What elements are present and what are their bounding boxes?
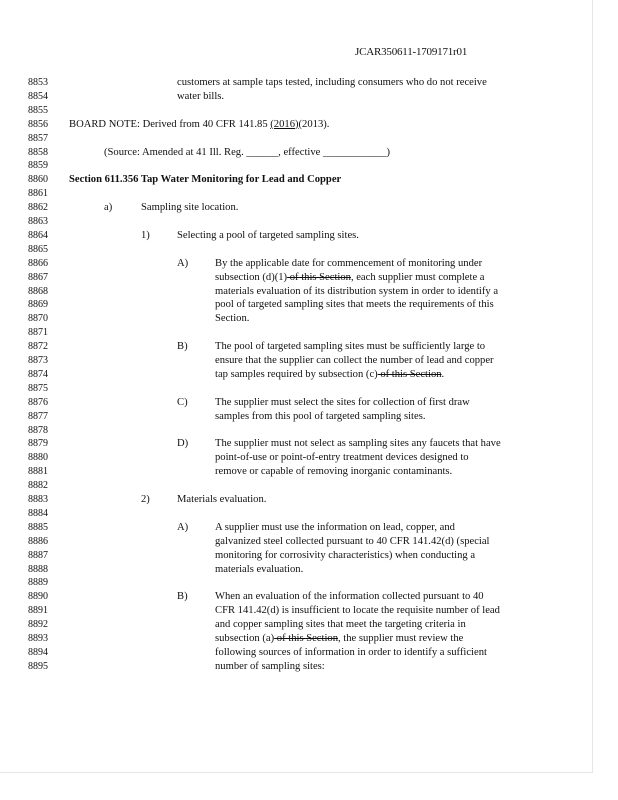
text-segment: BOARD NOTE: Derived from 40 CFR 141.85 bbox=[69, 118, 271, 130]
line-text bbox=[215, 271, 485, 285]
document-line bbox=[0, 354, 592, 368]
line-number: 8879 bbox=[28, 438, 48, 450]
document-line bbox=[0, 298, 592, 312]
line-number: 8894 bbox=[28, 646, 48, 658]
outline-label: a) bbox=[104, 202, 113, 214]
line-text bbox=[215, 285, 498, 299]
line-text bbox=[215, 632, 463, 646]
line-number: 8867 bbox=[28, 271, 48, 283]
document-line bbox=[0, 521, 592, 535]
document-line bbox=[0, 410, 592, 424]
document-line bbox=[0, 590, 592, 604]
document-line bbox=[0, 132, 592, 146]
deleted-text: of this Section bbox=[287, 271, 351, 283]
line-number: 8856 bbox=[28, 118, 48, 130]
document-line bbox=[0, 549, 592, 563]
text-segment: The pool of targeted sampling sites must be sufficiently large to bbox=[215, 341, 486, 353]
line-text bbox=[104, 146, 390, 160]
line-number: 8861 bbox=[28, 188, 48, 200]
outline-label: 1) bbox=[141, 229, 150, 241]
document-line bbox=[0, 493, 592, 507]
line-number: 8881 bbox=[28, 466, 48, 478]
document-line bbox=[0, 451, 592, 465]
line-number: 8873 bbox=[28, 355, 48, 366]
line-number: 8853 bbox=[28, 77, 48, 88]
line-text bbox=[177, 90, 224, 104]
text-segment: ensure that the supplier can collect the number of lead and copper bbox=[215, 355, 494, 366]
text-segment: The supplier must select the sites for collection of first draw bbox=[215, 396, 470, 408]
text-segment: tap samples required by subsection (c) bbox=[215, 368, 378, 380]
line-number: 8871 bbox=[28, 327, 48, 339]
document-line bbox=[0, 340, 592, 354]
line-number: 8880 bbox=[28, 452, 48, 464]
text-segment: A supplier must use the information on lead, copper, and bbox=[215, 521, 455, 533]
document-line bbox=[0, 201, 592, 215]
text-segment: subsection (d)(1) bbox=[215, 271, 288, 283]
line-number: 8865 bbox=[28, 243, 48, 255]
line-number: 8877 bbox=[28, 410, 48, 422]
document-line bbox=[0, 326, 592, 340]
line-number: 8891 bbox=[28, 605, 48, 617]
document-line bbox=[0, 187, 592, 201]
line-number: 8872 bbox=[28, 341, 48, 353]
text-segment: By the applicable date for commencement of monitoring under bbox=[215, 257, 483, 269]
text-segment: following sources of information in order to identify a sufficient bbox=[215, 646, 487, 658]
line-number: 8878 bbox=[28, 424, 48, 436]
outline-label: A) bbox=[177, 257, 189, 269]
outline-label: A) bbox=[177, 521, 189, 533]
document-line bbox=[0, 535, 592, 549]
outline-label: C) bbox=[177, 396, 188, 408]
line-text bbox=[215, 521, 455, 535]
text-segment: subsection (a) bbox=[215, 633, 275, 644]
line-number: 8884 bbox=[28, 507, 48, 519]
outline-label: 2) bbox=[141, 494, 150, 505]
text-segment: The supplier must not select as sampling sites any faucets that have bbox=[215, 438, 501, 450]
line-number: 8862 bbox=[28, 202, 48, 214]
line-text bbox=[215, 312, 249, 326]
line-text bbox=[215, 618, 466, 632]
document-line bbox=[0, 90, 592, 104]
document-line bbox=[0, 465, 592, 479]
line-text bbox=[215, 604, 500, 618]
document-line bbox=[0, 437, 592, 451]
line-number: 8893 bbox=[28, 633, 48, 644]
line-number: 8868 bbox=[28, 285, 48, 297]
document-line bbox=[0, 146, 592, 160]
line-text bbox=[215, 549, 475, 563]
line-number: 8869 bbox=[28, 299, 48, 311]
document-line bbox=[0, 576, 592, 590]
text-segment: point-of-use or point-of-entry treatment devices designed to bbox=[215, 452, 469, 464]
line-number: 8892 bbox=[28, 619, 48, 631]
text-segment: monitoring for corrosivity characteristics) when conducting a bbox=[215, 549, 476, 561]
line-number: 8855 bbox=[28, 104, 48, 116]
document-line bbox=[0, 118, 592, 132]
text-segment: Section. bbox=[215, 313, 250, 325]
text-segment: galvanized steel collected pursuant to 40 CFR 141.42(d) (special bbox=[215, 535, 490, 547]
document-line bbox=[0, 215, 592, 229]
line-text bbox=[141, 201, 238, 215]
document-id-header: JCAR350611-1709171r01 bbox=[355, 46, 468, 58]
outline-label: B) bbox=[177, 591, 188, 603]
document-line bbox=[0, 257, 592, 271]
line-text bbox=[215, 437, 501, 451]
line-number: 8854 bbox=[28, 90, 48, 102]
text-segment: customers at sample taps tested, including consumers who do not receive bbox=[177, 77, 487, 88]
line-text bbox=[215, 563, 303, 577]
text-segment: Selecting a pool of targeted sampling sites. bbox=[177, 229, 359, 241]
deleted-text: of this Section bbox=[377, 368, 442, 380]
text-segment: materials evaluation of its distribution system in order to identify a bbox=[215, 285, 499, 297]
text-segment: Sampling site location. bbox=[141, 202, 239, 214]
document-line bbox=[0, 563, 592, 577]
text-segment: materials evaluation. bbox=[215, 563, 304, 575]
text-segment: Materials evaluation. bbox=[177, 494, 267, 505]
line-text bbox=[215, 646, 487, 660]
document-line bbox=[0, 285, 592, 299]
line-number: 8857 bbox=[28, 132, 48, 144]
document-line bbox=[0, 173, 592, 187]
line-text bbox=[215, 451, 469, 465]
line-number: 8859 bbox=[28, 160, 48, 172]
text-segment: pool of targeted sampling sites that meets the requirements of this bbox=[215, 299, 494, 311]
document-line bbox=[0, 76, 592, 90]
line-number: 8874 bbox=[28, 368, 48, 380]
text-segment: water bills. bbox=[177, 90, 225, 102]
line-number: 8875 bbox=[28, 382, 48, 394]
line-text bbox=[215, 410, 425, 424]
document-line bbox=[0, 243, 592, 257]
line-number: 8860 bbox=[28, 174, 48, 186]
line-number: 8882 bbox=[28, 480, 48, 492]
line-number: 8885 bbox=[28, 521, 48, 533]
text-segment: (Source: Amended at 41 Ill. Reg. ______, effective ____________) bbox=[104, 146, 391, 158]
outline-label: D) bbox=[177, 438, 189, 450]
line-text bbox=[215, 396, 470, 410]
line-number: 8864 bbox=[28, 229, 48, 241]
text-segment: . bbox=[441, 368, 445, 380]
text-segment: remove or capable of removing inorganic contaminants. bbox=[215, 466, 453, 478]
line-number: 8887 bbox=[28, 549, 48, 561]
line-text bbox=[69, 173, 341, 187]
line-text bbox=[215, 257, 482, 271]
text-segment: number of sampling sites: bbox=[215, 660, 325, 672]
line-number: 8866 bbox=[28, 257, 48, 269]
line-text bbox=[177, 76, 487, 90]
line-number: 8888 bbox=[28, 563, 48, 575]
document-line bbox=[0, 660, 592, 674]
document-line bbox=[0, 632, 592, 646]
text-segment: samples from this pool of targeted sampling sites. bbox=[215, 410, 426, 422]
line-text bbox=[215, 535, 489, 549]
document-line bbox=[0, 229, 592, 243]
document-line bbox=[0, 479, 592, 493]
line-text bbox=[215, 590, 484, 604]
deleted-text: of this Section bbox=[274, 633, 338, 644]
line-number: 8883 bbox=[28, 494, 48, 505]
line-number: 8876 bbox=[28, 396, 48, 408]
text-segment: , the supplier must review the bbox=[338, 633, 464, 644]
document-line bbox=[0, 618, 592, 632]
line-text bbox=[69, 118, 329, 132]
document-line bbox=[0, 646, 592, 660]
text-segment: (2013). bbox=[298, 118, 330, 130]
document-line bbox=[0, 382, 592, 396]
document-line bbox=[0, 507, 592, 521]
text-segment: CFR 141.42(d) is insufficient to locate the requisite number of lead bbox=[215, 605, 500, 617]
text-segment: When an evaluation of the information collected pursuant to 40 bbox=[215, 591, 484, 603]
line-number: 8858 bbox=[28, 146, 48, 158]
section-heading: Section 611.356 Tap Water Monitoring for Lead and Copper bbox=[69, 174, 342, 186]
line-number: 8890 bbox=[28, 591, 48, 603]
line-text bbox=[215, 368, 444, 382]
document-line bbox=[0, 368, 592, 382]
document-line bbox=[0, 312, 592, 326]
document-line bbox=[0, 604, 592, 618]
document-line bbox=[0, 271, 592, 285]
text-segment: , each supplier must complete a bbox=[350, 271, 485, 283]
line-number: 8895 bbox=[28, 660, 48, 672]
line-text bbox=[215, 465, 452, 479]
document-line bbox=[0, 424, 592, 438]
text-segment: and copper sampling sites that meet the targeting criteria in bbox=[215, 619, 466, 631]
line-text bbox=[177, 229, 359, 243]
line-number: 8863 bbox=[28, 216, 48, 227]
document-line bbox=[0, 104, 592, 118]
line-text bbox=[215, 354, 494, 368]
line-text bbox=[215, 340, 485, 354]
line-text bbox=[215, 298, 494, 312]
document-line bbox=[0, 159, 592, 173]
line-text bbox=[177, 493, 266, 507]
line-text bbox=[215, 660, 325, 674]
outline-label: B) bbox=[177, 341, 188, 353]
line-number: 8886 bbox=[28, 535, 48, 547]
document-line bbox=[0, 396, 592, 410]
line-number: 8889 bbox=[28, 577, 48, 589]
line-number: 8870 bbox=[28, 313, 48, 325]
inserted-text: (2016) bbox=[270, 118, 299, 130]
